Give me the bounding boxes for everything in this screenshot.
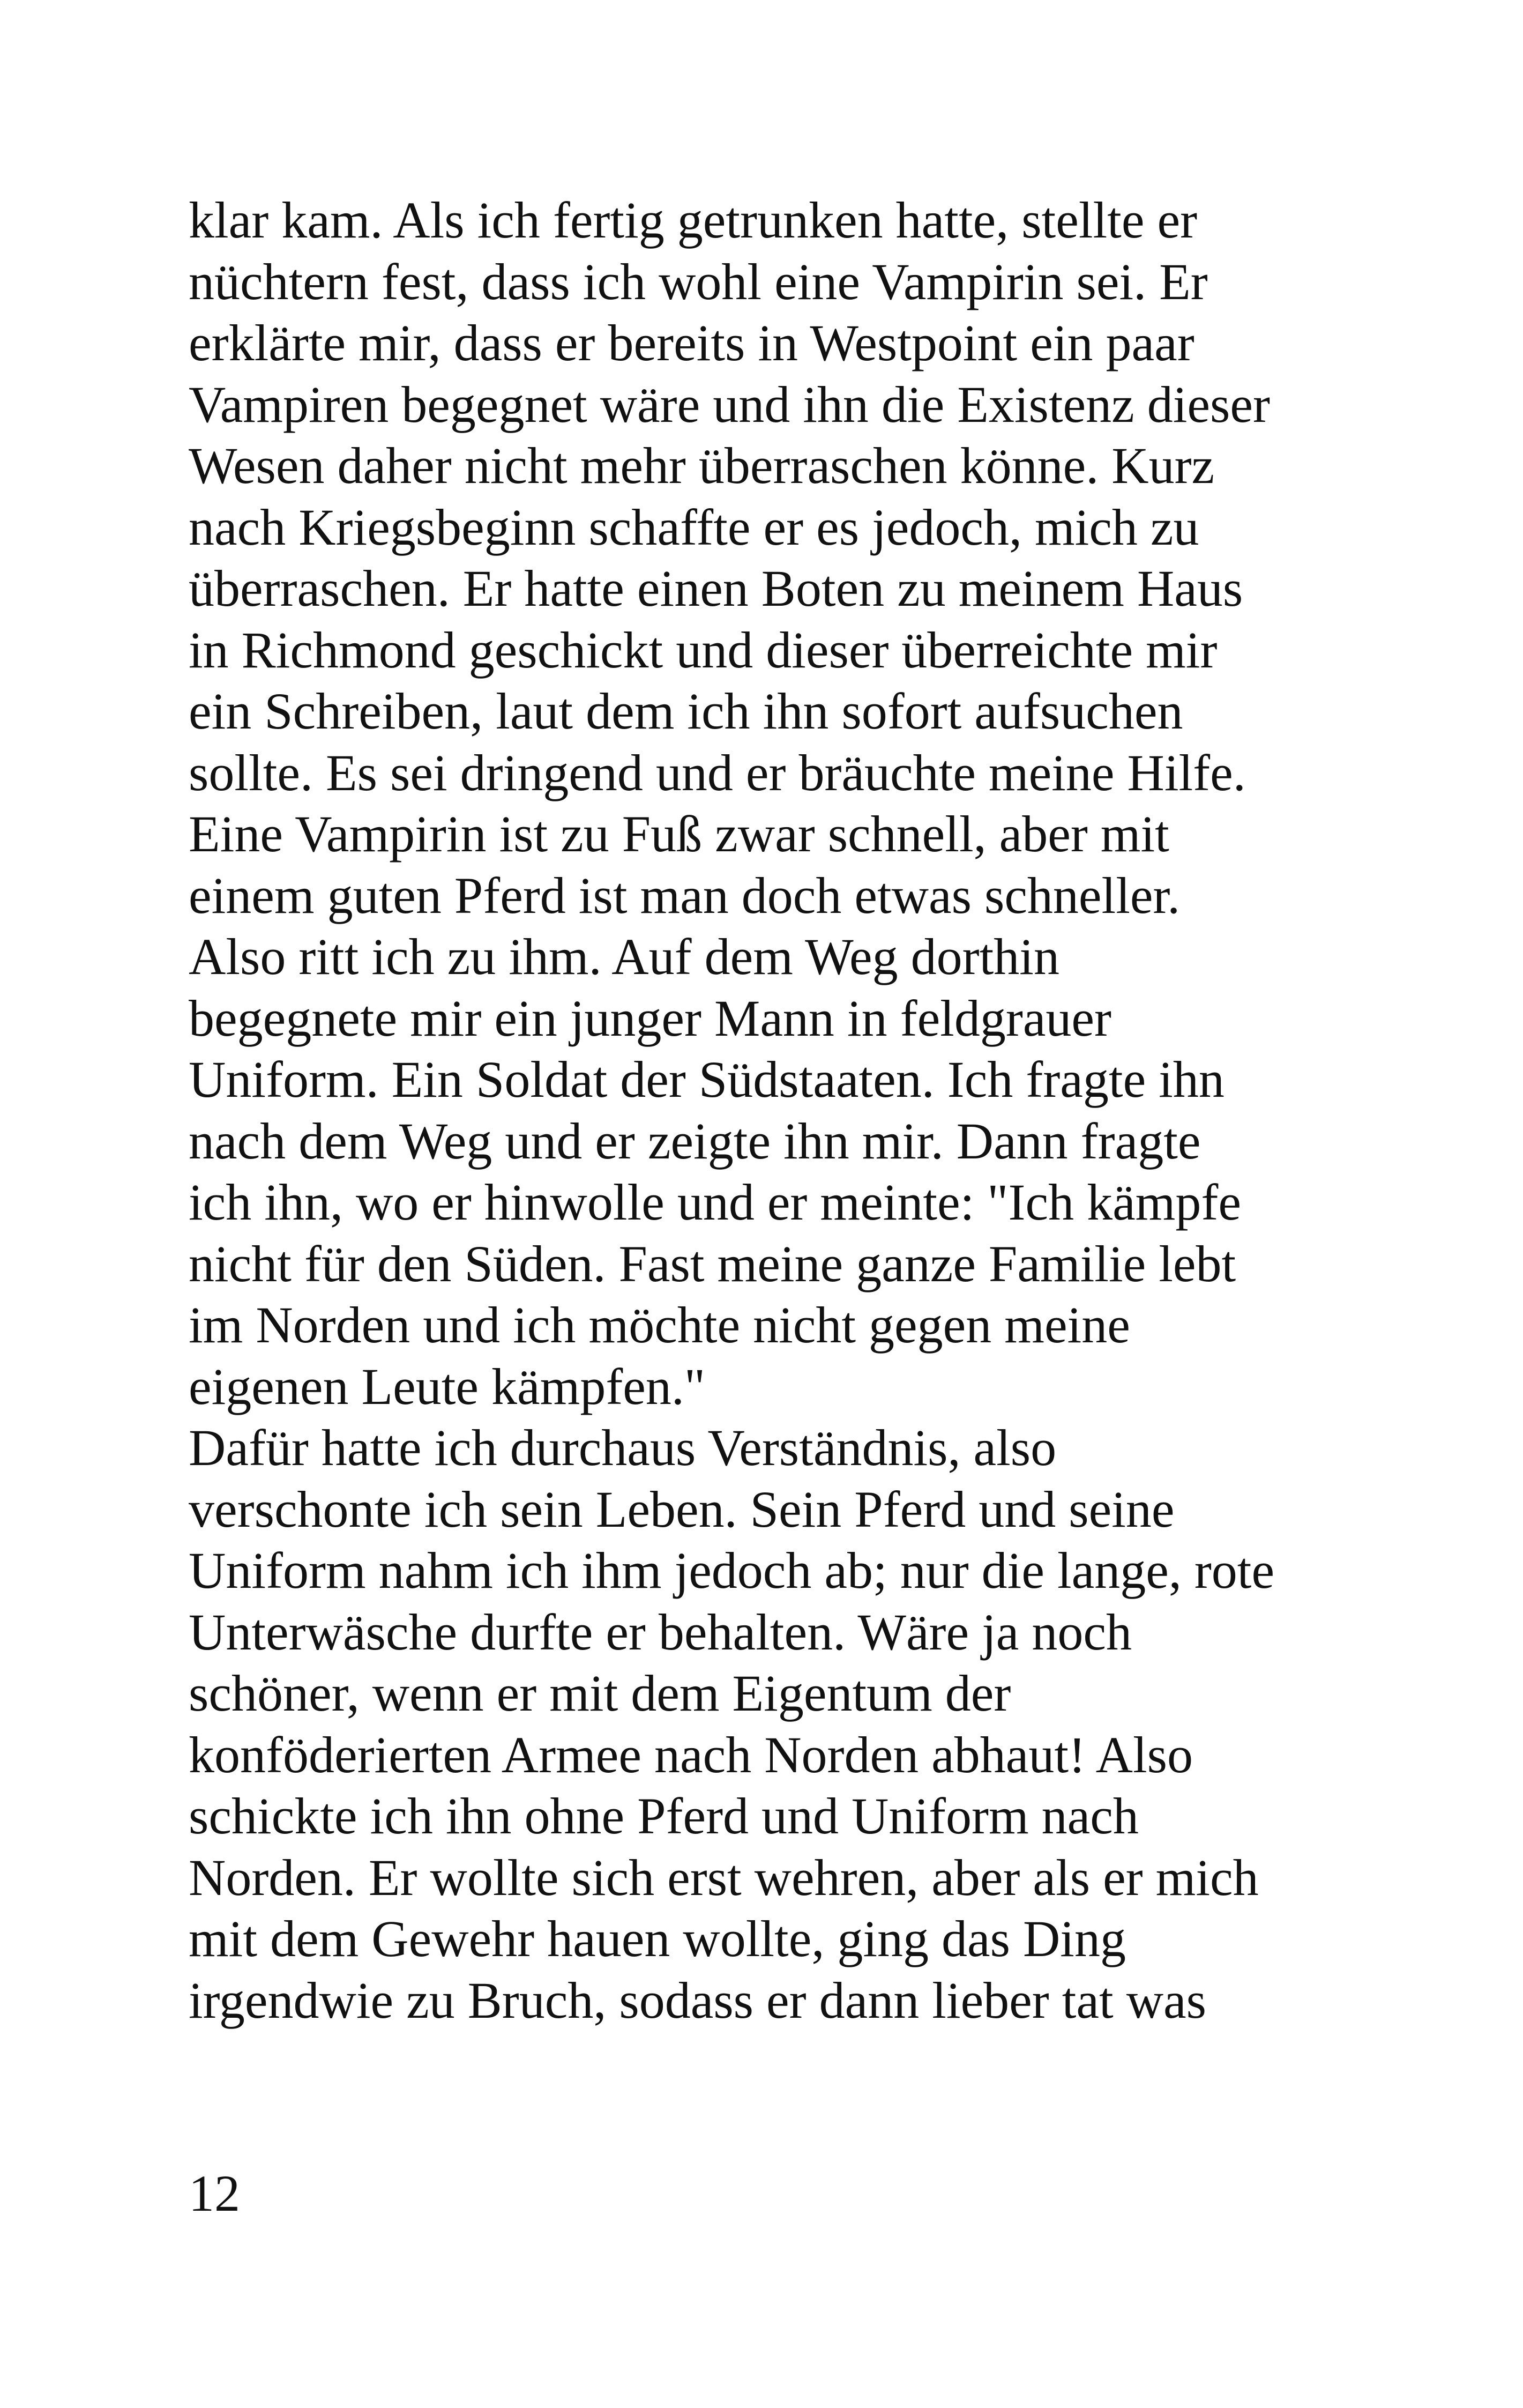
text-line: irgendwie zu Bruch, sodass er dann lieber tat was xyxy=(189,1971,1206,2029)
text-line: ein Schreiben, laut dem ich ihn sofort aufsuchen xyxy=(189,682,1183,740)
text-line: Dafür hatte ich durchaus Verständnis, also xyxy=(189,1419,1057,1476)
text-line: verschonte ich sein Leben. Sein Pferd und seine xyxy=(189,1480,1175,1538)
body-text xyxy=(189,190,1394,2031)
text-line: konföderierten Armee nach Norden abhaut! Also xyxy=(189,1726,1193,1783)
text-line: schöner, wenn er mit dem Eigentum der xyxy=(189,1664,1011,1722)
text-line: nach Kriegsbeginn schaffte er es jedoch, mich zu xyxy=(189,498,1199,556)
text-line: im Norden und ich möchte nicht gegen meine xyxy=(189,1296,1130,1354)
text-line: einem guten Pferd ist man doch etwas schneller. xyxy=(189,866,1181,924)
text-line: Also ritt ich zu ihm. Auf dem Weg dorthin xyxy=(189,928,1059,985)
text-line: ich ihn, wo er hinwolle und er meinte: "Ich kämpfe xyxy=(189,1173,1241,1231)
text-line: in Richmond geschickt und dieser überreichte mir xyxy=(189,621,1218,679)
text-line: sollte. Es sei dringend und er bräuchte meine Hilfe. xyxy=(189,744,1246,801)
text-line: begegnete mir ein junger Mann in feldgrauer xyxy=(189,989,1111,1047)
text-line: nüchtern fest, dass ich wohl eine Vampirin sei. Er xyxy=(189,252,1208,310)
text-line: nach dem Weg und er zeigte ihn mir. Dann fragte xyxy=(189,1112,1201,1170)
text-line: Wesen daher nicht mehr überraschen könne. Kurz xyxy=(189,437,1215,494)
text-line: Vampiren begegnet wäre und ihn die Existenz dieser xyxy=(189,375,1270,433)
text-line: Norden. Er wollte sich erst wehren, aber als er mich xyxy=(189,1848,1259,1906)
text-line: klar kam. Als ich fertig getrunken hatte, stellte er xyxy=(189,191,1198,249)
text-line: überraschen. Er hatte einen Boten zu meinem Haus xyxy=(189,560,1243,617)
text-line: Unterwäsche durfte er behalten. Wäre ja noch xyxy=(189,1603,1132,1661)
text-line: Uniform nahm ich ihm jedoch ab; nur die lange, rote xyxy=(189,1542,1275,1599)
text-line: eigenen Leute kämpfen." xyxy=(189,1357,706,1415)
page-number: 12 xyxy=(189,2165,240,2222)
text-line: mit dem Gewehr hauen wollte, ging das Ding xyxy=(189,1910,1126,1967)
text-line: nicht für den Süden. Fast meine ganze Familie lebt xyxy=(189,1235,1236,1292)
text-line: Eine Vampirin ist zu Fuß zwar schnell, aber mit xyxy=(189,805,1169,863)
text-line: schickte ich ihn ohne Pferd und Uniform nach xyxy=(189,1787,1139,1845)
text-line: erklärte mir, dass er bereits in Westpoint ein paar xyxy=(189,314,1194,371)
text-line: Uniform. Ein Soldat der Südstaaten. Ich fragte ihn xyxy=(189,1051,1225,1108)
